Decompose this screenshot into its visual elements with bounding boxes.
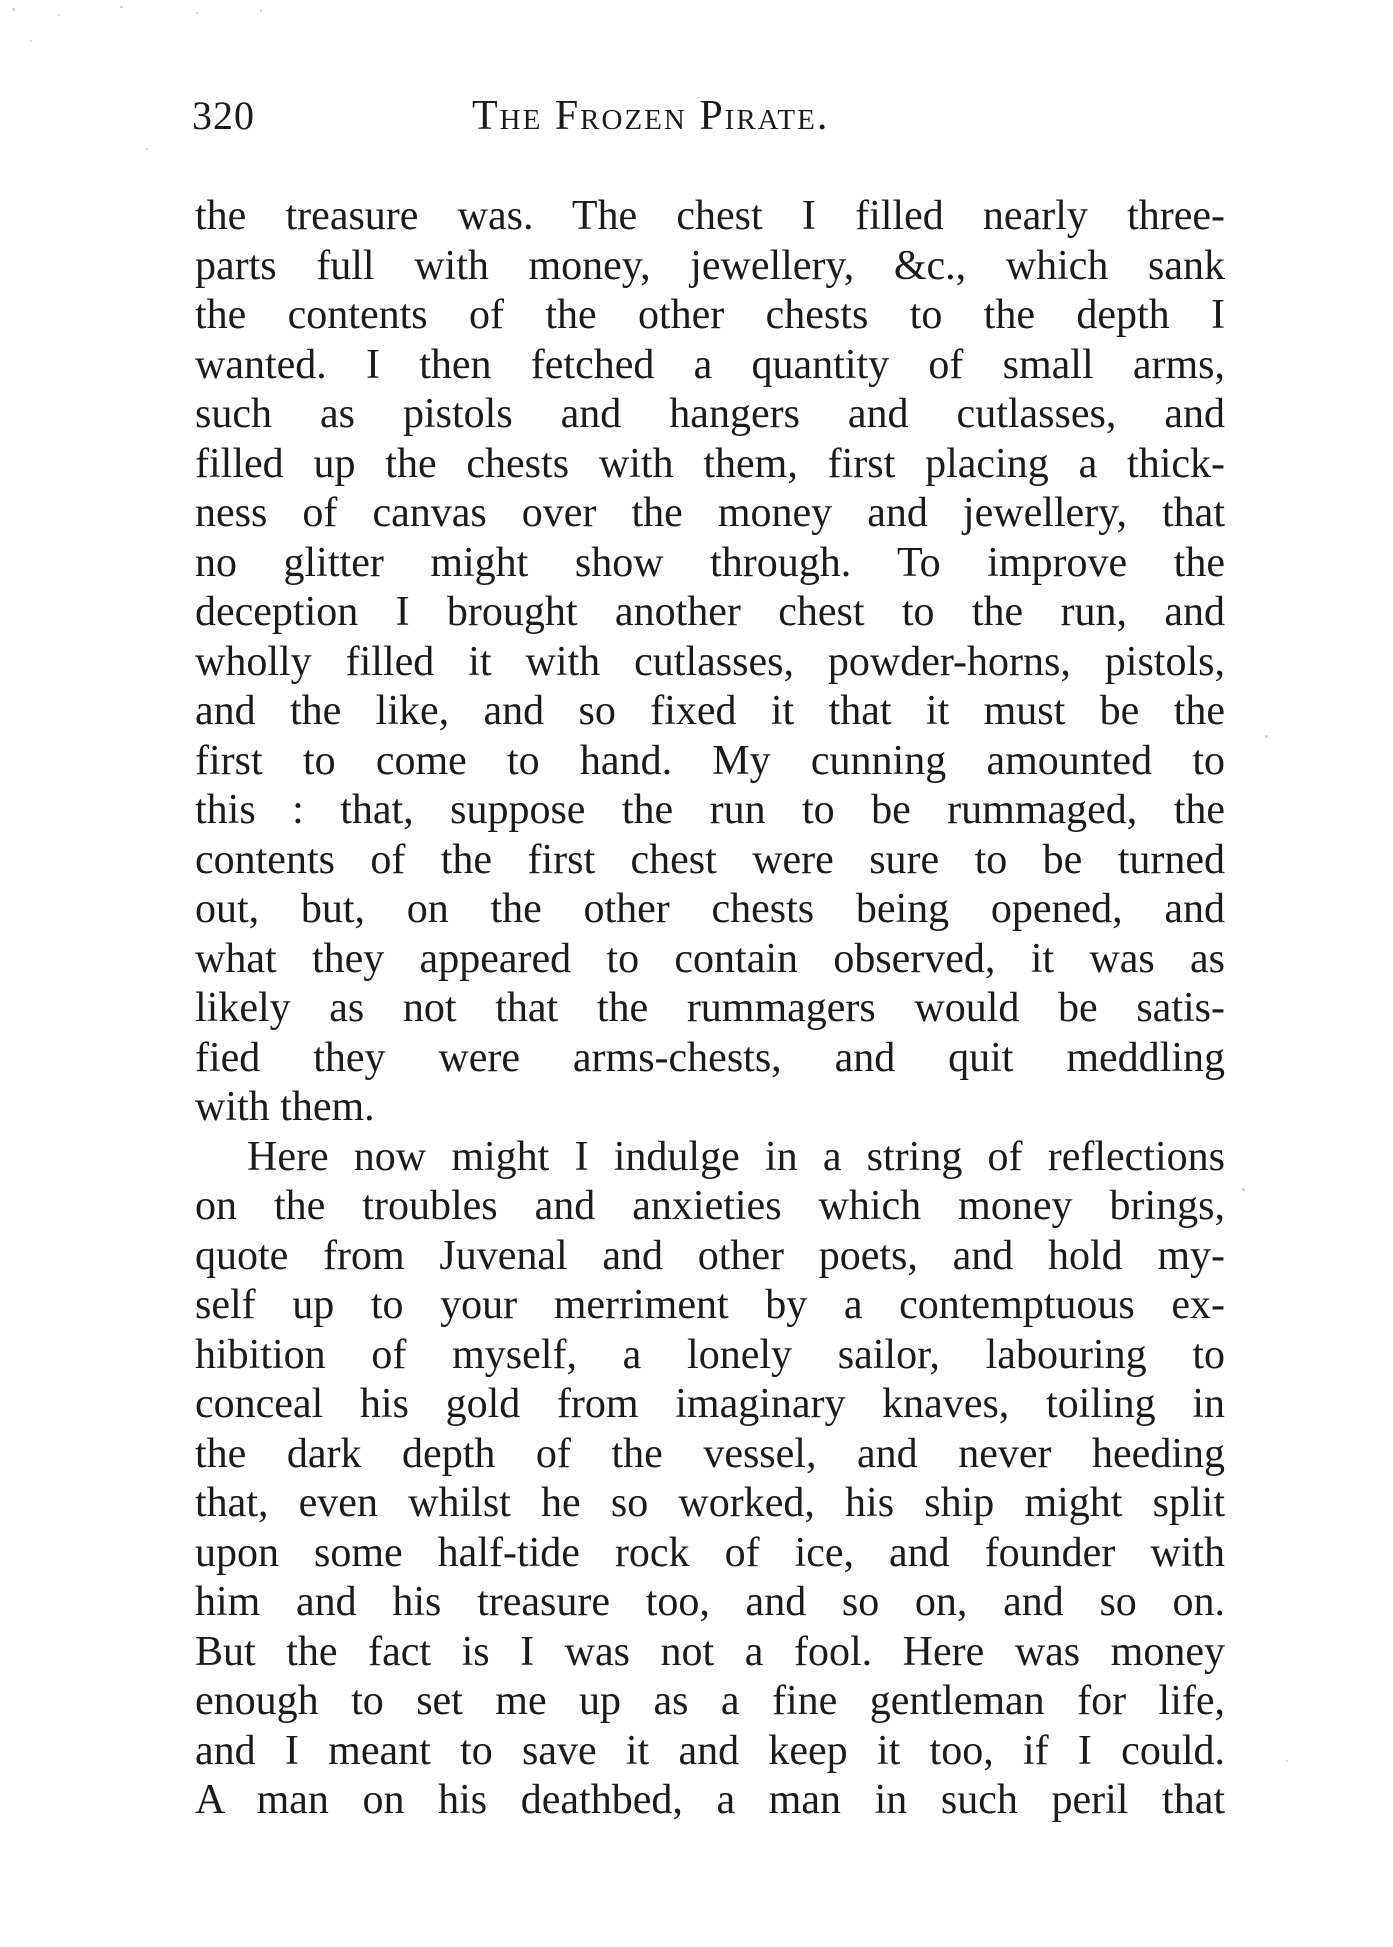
text-line: ness of canvas over the money and jewellery, that [195, 490, 1225, 536]
text-line: deception I brought another chest to the run, and [195, 589, 1225, 635]
text-line: hibition of myself, a lonely sailor, labouring to [195, 1331, 1225, 1378]
text-line: enough to set me up as a fine gentleman for life, [195, 1678, 1225, 1724]
book-title: The Frozen Pirate. [472, 93, 830, 139]
text-line: the dark depth of the vessel, and never heeding [195, 1430, 1225, 1477]
text-line: what they appeared to contain observed, it was as [195, 935, 1225, 982]
scan-speck [12, 8, 15, 11]
text-line: and I meant to save it and keep it too, if I could. [195, 1727, 1225, 1774]
scan-speck [1286, 1760, 1288, 1762]
running-head [192, 92, 1224, 152]
text-line: upon some half-tide rock of ice, and founder with [195, 1529, 1225, 1576]
text-line: that, even whilst he so worked, his ship might split [195, 1480, 1225, 1526]
text-line: wholly filled it with cutlasses, powder-horns, pistols, [195, 638, 1225, 685]
scan-speck [1265, 735, 1268, 738]
text-line: him and his treasure too, and so on, and so on. [195, 1579, 1225, 1625]
text-line: first to come to hand. My cunning amounted to [195, 737, 1225, 784]
scan-speck [146, 148, 148, 150]
text-line: such as pistols and hangers and cutlasses, and [195, 391, 1225, 437]
text-line: self up to your merriment by a contemptuous ex- [195, 1282, 1225, 1328]
text-line: conceal his gold from imaginary knaves, toiling in [195, 1381, 1225, 1427]
text-line: But the fact is I was not a fool. Here was money [195, 1628, 1225, 1675]
scan-speck [260, 9, 262, 12]
text-line: on the troubles and anxieties which money brings, [195, 1183, 1225, 1229]
text-line: A man on his deathbed, a man in such peril that [195, 1777, 1225, 1823]
text-line: quote from Juvenal and other poets, and hold my- [195, 1232, 1225, 1279]
text-line: with them. [195, 1084, 375, 1130]
scan-speck [1242, 1188, 1245, 1191]
text-line: fied they were arms-chests, and quit meddling [195, 1034, 1225, 1081]
text-line: and the like, and so fixed it that it must be the [195, 688, 1225, 734]
text-line: the treasure was. The chest I filled nearly three- [195, 193, 1225, 239]
scan-speck [30, 40, 32, 42]
body-text [195, 192, 1225, 1826]
text-line: wanted. I then fetched a quantity of small arms, [195, 341, 1225, 388]
text-line: the contents of the other chests to the depth I [195, 292, 1225, 338]
text-line: out, but, on the other chests being opened, and [195, 886, 1225, 932]
text-line: parts full with money, jewellery, &c., which sank [195, 242, 1225, 289]
text-line-paragraph-start: Here now might I indulge in a string of reflections [247, 1133, 1225, 1180]
scan-speck [196, 12, 198, 14]
text-line: likely as not that the rummagers would be satis- [195, 985, 1225, 1031]
text-line: this : that, suppose the run to be rummaged, the [195, 787, 1225, 833]
text-line: filled up the chests with them, first placing a thick- [195, 440, 1225, 487]
scan-speck [120, 6, 123, 8]
page-number: 320 [192, 93, 255, 138]
scan-speck [58, 14, 60, 16]
text-line: contents of the first chest were sure to be turned [195, 836, 1225, 883]
text-line: no glitter might show through. To improve the [195, 539, 1225, 586]
